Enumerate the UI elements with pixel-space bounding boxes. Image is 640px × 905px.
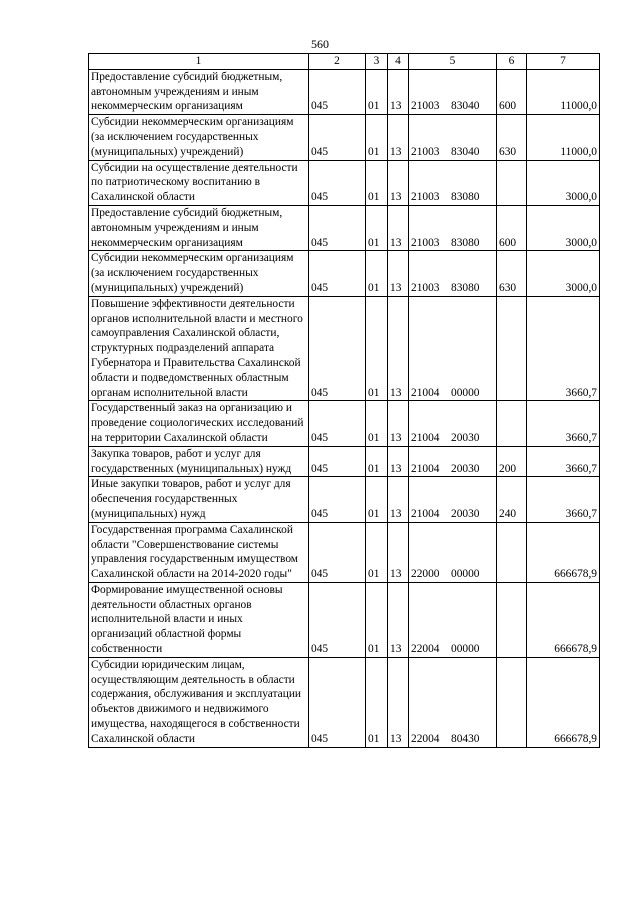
row-description: Иные закупки товаров, работ и услуг для обеспечения государственных (муниципальных) нужд bbox=[89, 477, 309, 522]
program-code-part1: 21003 bbox=[411, 100, 440, 113]
amount: 3000,0 bbox=[527, 251, 600, 296]
subsection-code: 13 bbox=[388, 69, 409, 114]
expense-type-code: 240 bbox=[497, 477, 527, 522]
expense-type-code bbox=[497, 296, 527, 401]
section-code: 01 bbox=[366, 657, 388, 747]
section-code: 01 bbox=[366, 582, 388, 657]
expense-type-code: 630 bbox=[497, 115, 527, 160]
program-code-part1: 21004 bbox=[411, 431, 440, 444]
expense-type-code bbox=[497, 401, 527, 446]
col-header-7: 7 bbox=[527, 54, 600, 70]
section-code: 01 bbox=[366, 205, 388, 250]
col-header-3: 3 bbox=[366, 54, 388, 70]
program-code-part2: 20030 bbox=[451, 507, 480, 520]
row-description: Субсидии юридическим лицам, осуществляющим деятельность в области содержания, обслуживания и эксплуатации объектов движимого и недвижимого имущества, находящегося в собственности Сахалинской области bbox=[89, 657, 309, 747]
subsection-code: 13 bbox=[388, 115, 409, 160]
ministry-code: 045 bbox=[309, 401, 366, 446]
amount: 11000,0 bbox=[527, 115, 600, 160]
table-row bbox=[89, 160, 600, 205]
amount: 3660,7 bbox=[527, 446, 600, 477]
section-code: 01 bbox=[366, 522, 388, 582]
program-code-part1: 21004 bbox=[411, 462, 440, 475]
section-code: 01 bbox=[366, 115, 388, 160]
program-code bbox=[409, 401, 497, 446]
program-code bbox=[409, 477, 497, 522]
row-description: Субсидии некоммерческим организациям (за исключением государственных (муниципальных) учреждений) bbox=[89, 115, 309, 160]
ministry-code: 045 bbox=[309, 657, 366, 747]
program-code bbox=[409, 160, 497, 205]
expense-type-code: 630 bbox=[497, 251, 527, 296]
ministry-code: 045 bbox=[309, 205, 366, 250]
program-code-part2: 00000 bbox=[451, 568, 480, 581]
ministry-code: 045 bbox=[309, 69, 366, 114]
table-row bbox=[89, 401, 600, 446]
col-header-2: 2 bbox=[309, 54, 366, 70]
table-row bbox=[89, 657, 600, 747]
expense-type-code: 200 bbox=[497, 446, 527, 477]
row-description: Государственный заказ на организацию и проведение социологических исследований на территории Сахалинской области bbox=[89, 401, 309, 446]
row-description: Государственная программа Сахалинской области "Совершенствование системы управления государственным имуществом Сахалинской области на 2014-2020 годы" bbox=[89, 522, 309, 582]
section-code: 01 bbox=[366, 401, 388, 446]
table-row bbox=[89, 522, 600, 582]
expense-type-code bbox=[497, 522, 527, 582]
expense-type-code: 600 bbox=[497, 69, 527, 114]
ministry-code: 045 bbox=[309, 522, 366, 582]
program-code-part2: 20030 bbox=[451, 462, 480, 475]
program-code-part2: 83040 bbox=[451, 100, 480, 113]
table-row bbox=[89, 69, 600, 114]
col-header-6: 6 bbox=[497, 54, 527, 70]
row-description: Формирование имущественной основы деятельности областных органов исполнительной власти и иных организаций областной формы собственности bbox=[89, 582, 309, 657]
table-row bbox=[89, 296, 600, 401]
col-header-1: 1 bbox=[89, 54, 309, 70]
row-description: Субсидии некоммерческим организациям (за исключением государственных (муниципальных) учреждений) bbox=[89, 251, 309, 296]
ministry-code: 045 bbox=[309, 477, 366, 522]
program-code bbox=[409, 115, 497, 160]
amount: 3000,0 bbox=[527, 160, 600, 205]
program-code-part2: 83080 bbox=[451, 281, 480, 294]
page-number: 560 bbox=[311, 37, 329, 51]
program-code bbox=[409, 205, 497, 250]
expense-type-code: 600 bbox=[497, 205, 527, 250]
subsection-code: 13 bbox=[388, 446, 409, 477]
section-code: 01 bbox=[366, 251, 388, 296]
program-code bbox=[409, 522, 497, 582]
col-header-5: 5 bbox=[409, 54, 497, 70]
program-code bbox=[409, 657, 497, 747]
subsection-code: 13 bbox=[388, 657, 409, 747]
subsection-code: 13 bbox=[388, 205, 409, 250]
row-description: Закупка товаров, работ и услуг для государственных (муниципальных) нужд bbox=[89, 446, 309, 477]
amount: 3660,7 bbox=[527, 296, 600, 401]
program-code bbox=[409, 251, 497, 296]
program-code-part1: 22004 bbox=[411, 643, 440, 656]
amount: 11000,0 bbox=[527, 69, 600, 114]
budget-table bbox=[88, 53, 600, 748]
program-code bbox=[409, 582, 497, 657]
program-code bbox=[409, 446, 497, 477]
subsection-code: 13 bbox=[388, 477, 409, 522]
amount: 3660,7 bbox=[527, 477, 600, 522]
amount: 666678,9 bbox=[527, 582, 600, 657]
table-row bbox=[89, 446, 600, 477]
table-row bbox=[89, 582, 600, 657]
row-description: Повышение эффективности деятельности органов исполнительной власти и местного самоуправления Сахалинской области, структурных подразделений аппарата Губернатора и Правительства Сахалинской области и подведомственных областным органам исполнительной власти bbox=[89, 296, 309, 401]
ministry-code: 045 bbox=[309, 115, 366, 160]
table-row bbox=[89, 205, 600, 250]
expense-type-code bbox=[497, 160, 527, 205]
program-code-part1: 21003 bbox=[411, 281, 440, 294]
amount: 666678,9 bbox=[527, 522, 600, 582]
header-row bbox=[89, 54, 600, 70]
program-code-part2: 83080 bbox=[451, 191, 480, 204]
amount: 3660,7 bbox=[527, 401, 600, 446]
row-description: Субсидии на осуществление деятельности по патриотическому воспитанию в Сахалинской области bbox=[89, 160, 309, 205]
section-code: 01 bbox=[366, 160, 388, 205]
ministry-code: 045 bbox=[309, 446, 366, 477]
program-code-part1: 21003 bbox=[411, 236, 440, 249]
program-code-part1: 22000 bbox=[411, 568, 440, 581]
subsection-code: 13 bbox=[388, 160, 409, 205]
program-code-part2: 00000 bbox=[451, 643, 480, 656]
program-code-part2: 80430 bbox=[451, 732, 480, 745]
section-code: 01 bbox=[366, 446, 388, 477]
table-row bbox=[89, 251, 600, 296]
program-code bbox=[409, 69, 497, 114]
amount: 666678,9 bbox=[527, 657, 600, 747]
expense-type-code bbox=[497, 582, 527, 657]
table-row bbox=[89, 115, 600, 160]
program-code-part1: 22004 bbox=[411, 732, 440, 745]
ministry-code: 045 bbox=[309, 251, 366, 296]
program-code bbox=[409, 296, 497, 401]
ministry-code: 045 bbox=[309, 296, 366, 401]
program-code-part2: 20030 bbox=[451, 431, 480, 444]
subsection-code: 13 bbox=[388, 296, 409, 401]
expense-type-code bbox=[497, 657, 527, 747]
row-description: Предоставление субсидий бюджетным, автономным учреждениям и иным некоммерческим организациям bbox=[89, 205, 309, 250]
subsection-code: 13 bbox=[388, 522, 409, 582]
col-header-4: 4 bbox=[388, 54, 409, 70]
program-code-part1: 21003 bbox=[411, 191, 440, 204]
row-description: Предоставление субсидий бюджетным, автономным учреждениям и иным некоммерческим организациям bbox=[89, 69, 309, 114]
section-code: 01 bbox=[366, 296, 388, 401]
program-code-part1: 21004 bbox=[411, 386, 440, 399]
program-code-part1: 21004 bbox=[411, 507, 440, 520]
subsection-code: 13 bbox=[388, 401, 409, 446]
subsection-code: 13 bbox=[388, 251, 409, 296]
ministry-code: 045 bbox=[309, 160, 366, 205]
amount: 3000,0 bbox=[527, 205, 600, 250]
program-code-part2: 83040 bbox=[451, 145, 480, 158]
subsection-code: 13 bbox=[388, 582, 409, 657]
section-code: 01 bbox=[366, 69, 388, 114]
ministry-code: 045 bbox=[309, 582, 366, 657]
program-code-part2: 83080 bbox=[451, 236, 480, 249]
table-row bbox=[89, 477, 600, 522]
program-code-part1: 21003 bbox=[411, 145, 440, 158]
program-code-part2: 00000 bbox=[451, 386, 480, 399]
section-code: 01 bbox=[366, 477, 388, 522]
